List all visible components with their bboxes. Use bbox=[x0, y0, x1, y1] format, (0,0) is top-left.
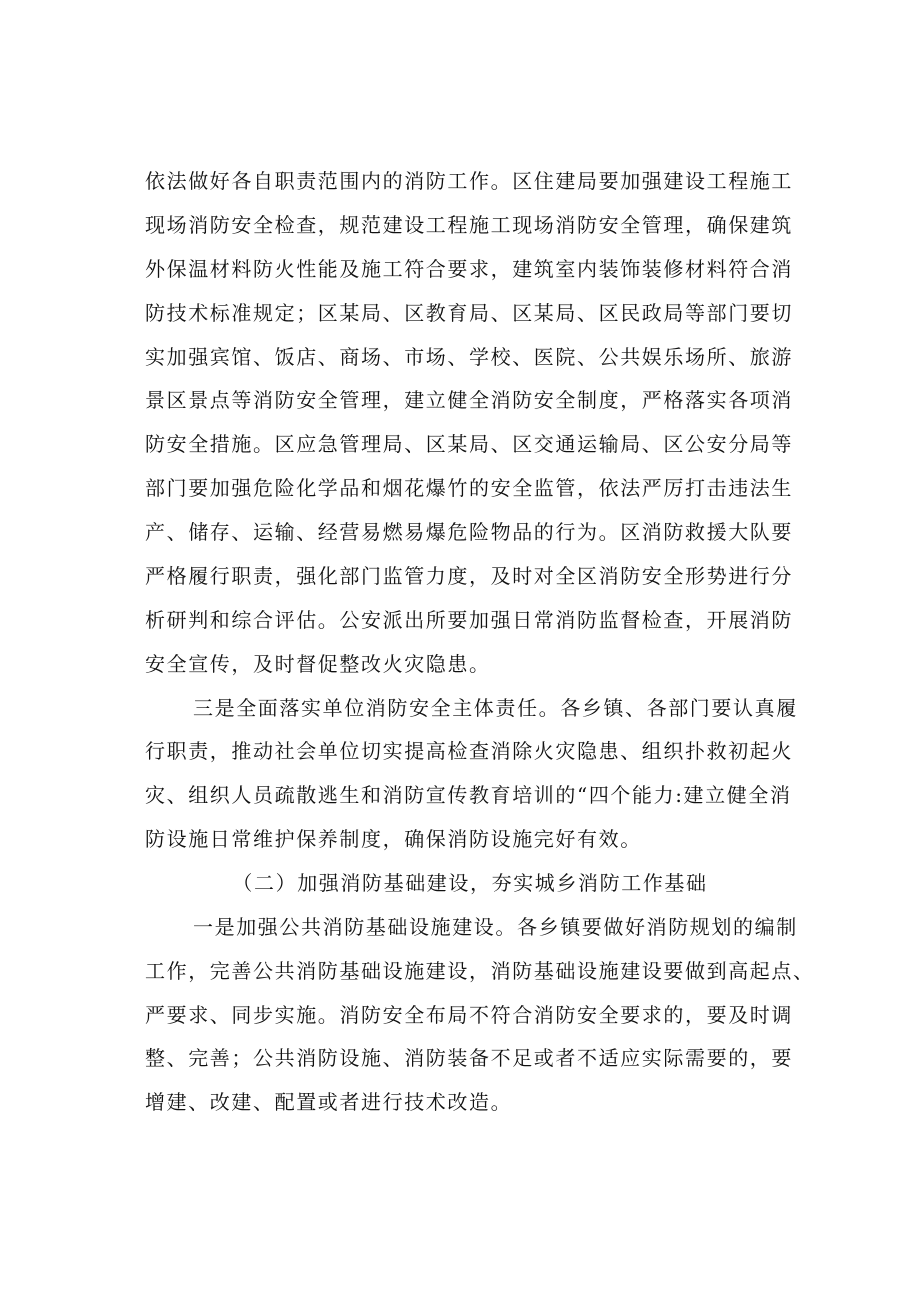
text-line: 严格履行职责，强化部门监管力度，及时对全区消防安全形势进行分 bbox=[145, 564, 793, 588]
text-line: 防技术标准规定；区某局、区教育局、区某局、区民政局等部门要切 bbox=[145, 301, 793, 325]
text-line: 景区景点等消防安全管理，建立健全消防安全制度，严格落实各项消 bbox=[145, 388, 793, 412]
text-line: 产、储存、运输、经营易燃易爆危险物品的行为。区消防救援大队要 bbox=[145, 520, 793, 544]
text-line: 安全宣传，及时督促整改火灾隐患。 bbox=[145, 652, 491, 676]
text-line: 实加强宾馆、饭店、商场、市场、学校、医院、公共娱乐场所、旅游 bbox=[145, 345, 793, 369]
paragraph-start-line: 三是全面落实单位消防安全主体责任。各乡镇、各部门要认真履 bbox=[193, 696, 798, 720]
text-line: 依法做好各自职责范围内的消防工作。区住建局要加强建设工程施工 bbox=[145, 169, 793, 193]
text-line: 现场消防安全检查，规范建设工程施工现场消防安全管理，确保建筑 bbox=[145, 213, 793, 237]
text-line: 灾、组织人员疏散逃生和消防宣传教育培训的“四个能力:建立健全消 bbox=[145, 783, 792, 807]
text-line: 部门要加强危险化学品和烟花爆竹的安全监管，依法严厉打击违法生 bbox=[145, 476, 793, 500]
paragraph-start-line: 一是加强公共消防基础设施建设。各乡镇要做好消防规划的编制 bbox=[193, 915, 798, 939]
text-line: 整、完善；公共消防设施、消防装备不足或者不适应实际需要的，要 bbox=[145, 1046, 793, 1070]
text-line: 工作，完善公共消防基础设施建设，消防基础设施建设要做到高起点、 bbox=[145, 959, 815, 983]
text-line: 析研判和综合评估。公安派出所要加强日常消防监督检查，开展消防 bbox=[145, 608, 793, 632]
text-line: 外保温材料防火性能及施工符合要求，建筑室内装饰装修材料符合消 bbox=[145, 257, 793, 281]
text-line: 增建、改建、配置或者进行技术改造。 bbox=[145, 1090, 513, 1114]
section-heading: （二）加强消防基础建设，夯实城乡消防工作基础 bbox=[232, 871, 708, 895]
text-line: 行职责，推动社会单位切实提高检查消除火灾隐患、组织扑救初起火 bbox=[145, 739, 793, 763]
text-line: 防安全措施。区应急管理局、区某局、区交通运输局、区公安分局等 bbox=[145, 432, 793, 456]
text-line: 防设施日常维护保养制度，确保消防设施完好有效。 bbox=[145, 827, 642, 851]
text-line: 严要求、同步实施。消防安全布局不符合消防安全要求的，要及时调 bbox=[145, 1003, 793, 1027]
